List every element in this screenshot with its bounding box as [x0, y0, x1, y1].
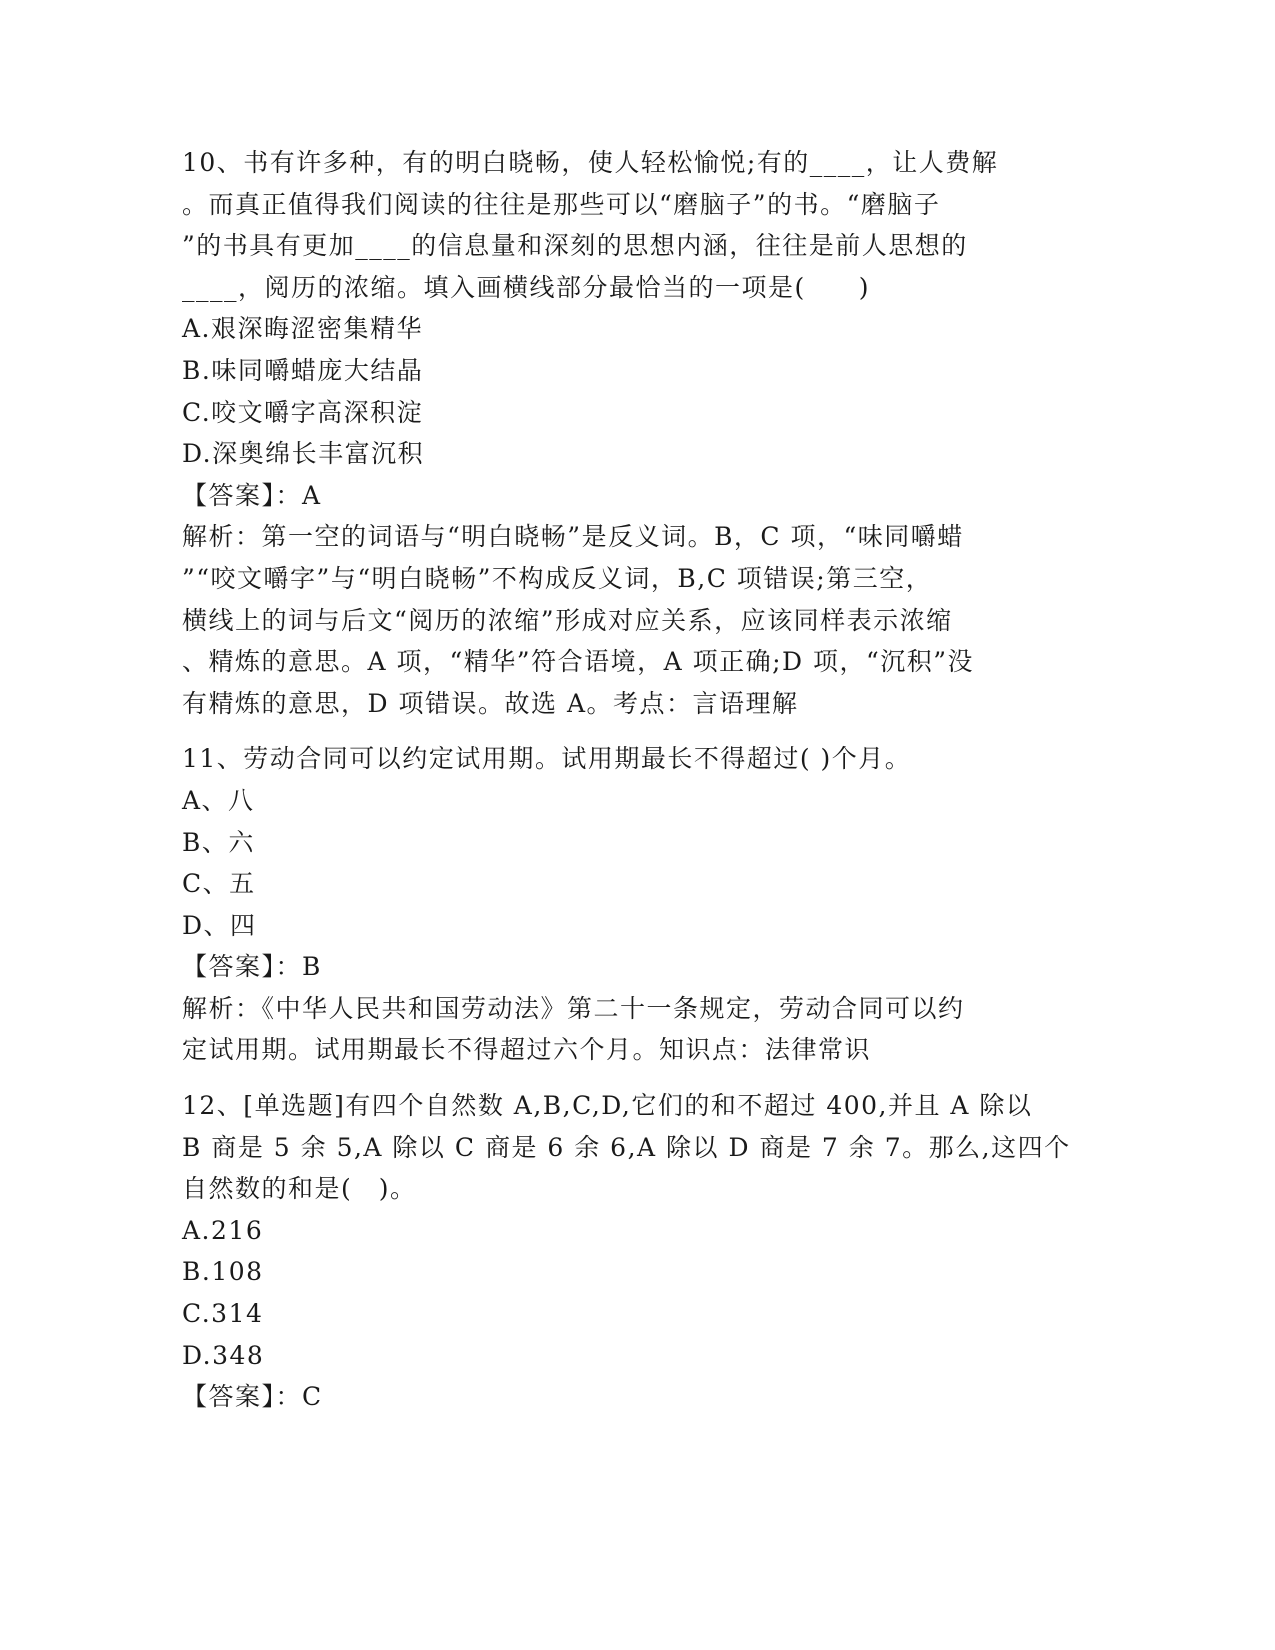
option-a: A.216	[182, 1215, 264, 1245]
question-stem-line: B 商是 5 余 5,A 除以 C 商是 6 余 6,A 除以 D 商是 7 余 7。那么,这四个	[182, 1132, 1071, 1162]
analysis-line: 横线上的词与后文“阅历的浓缩”形成对应关系，应该同样表示浓缩	[182, 605, 953, 635]
question-stem-line: ____，阅历的浓缩。填入画横线部分最恰当的一项是( )	[182, 272, 871, 302]
analysis-line: 定试用期。试用期最长不得超过六个月。知识点：法律常识	[182, 1035, 872, 1065]
option-d: D.348	[182, 1340, 265, 1370]
option-b: B、六	[182, 827, 255, 857]
analysis-line: 解析：《中华人民共和国劳动法》第二十一条规定，劳动合同可以约	[182, 993, 965, 1023]
analysis-line: ”“咬文嚼字”与“明白晓畅”不构成反义词，B,C 项错误;第三空，	[182, 563, 933, 593]
question-stem-line: 。而真正值得我们阅读的往往是那些可以“磨脑子”的书。“磨脑子	[182, 189, 941, 219]
option-b: B.108	[182, 1257, 264, 1287]
question-stem-line: 自然数的和是( )。	[182, 1174, 417, 1204]
question-stem-line: 11、劳动合同可以约定试用期。试用期最长不得超过( )个月。	[182, 744, 912, 774]
question-spacer	[182, 1071, 1062, 1085]
question-11	[182, 738, 1062, 1071]
option-a: A、八	[182, 785, 255, 815]
analysis-line: 、精炼的意思。A 项，“精华”符合语境，A 项正确;D 项，“沉积”没	[182, 647, 975, 677]
question-stem-line: ”的书具有更加____的信息量和深刻的思想内涵，往往是前人思想的	[182, 231, 968, 261]
analysis-line: 有精炼的意思，D 项错误。故选 A。考点：言语理解	[182, 688, 799, 718]
question-spacer	[182, 724, 1062, 738]
document-page	[182, 142, 1071, 1418]
question-stem-line: 10、书有许多种，有的明白晓畅，使人轻松愉悦;有的____，让人费解	[182, 148, 999, 177]
option-c: C.咬文嚼字高深积淀	[182, 397, 424, 427]
answer-label: 【答案】：B	[182, 952, 322, 982]
option-d: D、四	[182, 910, 257, 940]
answer-label: 【答案】：C	[182, 1382, 323, 1412]
option-c: C、五	[182, 869, 256, 899]
question-10	[182, 142, 1062, 724]
answer-label: 【答案】：A	[182, 480, 322, 510]
option-b: B.味同嚼蜡庞大结晶	[182, 355, 424, 385]
analysis-line: 解析：第一空的词语与“明白晓畅”是反义词。B，C 项，“味同嚼蜡	[182, 522, 964, 552]
option-c: C.314	[182, 1299, 264, 1329]
option-d: D.深奥绵长丰富沉积	[182, 439, 425, 469]
question-12	[182, 1085, 1071, 1418]
option-a: A.艰深晦涩密集精华	[182, 314, 424, 344]
question-stem-line: 12、[单选题]有四个自然数 A,B,C,D,它们的和不超过 400,并且 A 除以	[182, 1091, 1033, 1121]
